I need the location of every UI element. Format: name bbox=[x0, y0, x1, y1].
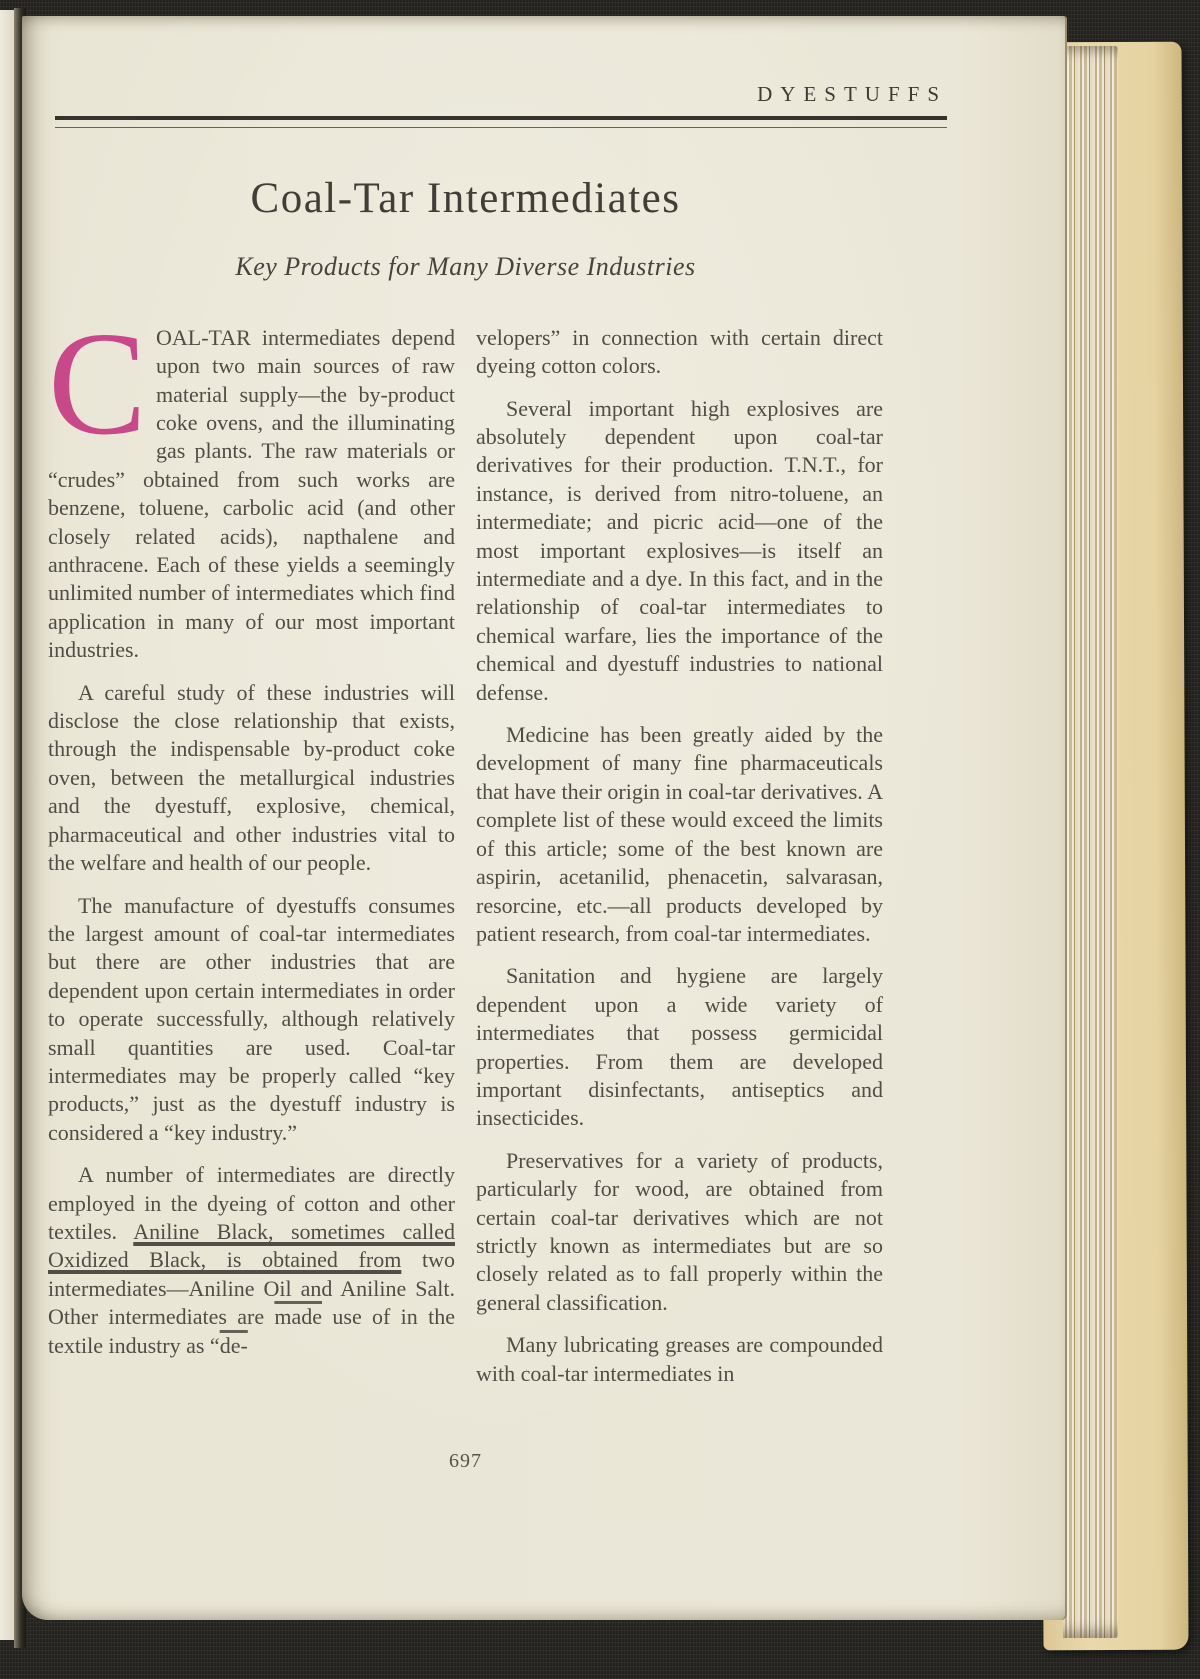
body-text: two intermediates—Aniline Oil and Aniline Salt. Other intermediates are bbox=[48, 1247, 455, 1330]
right-column bbox=[476, 324, 883, 1402]
pencil-annotated-text: de- bbox=[219, 1332, 248, 1358]
fore-edge-page-stack bbox=[1063, 46, 1118, 1638]
paragraph bbox=[476, 962, 883, 1132]
paragraph bbox=[476, 395, 883, 707]
body-text: Medicine has been greatly aided by the development of many fine pharmaceuticals that have their origin in coal-tar derivatives. A complete list of these would exceed the limits of this article; some of the best known are aspirin, acetanilid, phenacetin, salvarasan, resorcine, etc.—all products developed by patient research, from coal-tar intermediates. bbox=[476, 722, 883, 946]
paragraph bbox=[48, 1161, 455, 1360]
paragraph bbox=[476, 1147, 883, 1317]
paragraph bbox=[48, 892, 455, 1148]
text-columns bbox=[48, 301, 883, 1402]
body-text: Several important high explosives are absolutely dependent upon coal-tar derivatives for their production. T.N.T., for instance, is derived from nitro-toluene, an intermediate; and picric acid—one of the most important explosives—is itself an intermediate and a dye. In this fact, and in the relationship of coal-tar intermediates to chemical warfare, lies the importance of the chemical and dyestuff industries to national defense. bbox=[476, 395, 883, 705]
page-title: Coal-Tar Intermediates bbox=[250, 175, 681, 222]
body-text: Preservatives for a variety of products, particularly for wood, are obtained from certain coal-tar derivatives which are not strictly known as intermediates but are so closely related as to fall properly within the general classification. bbox=[476, 1147, 883, 1315]
paragraph bbox=[476, 324, 883, 381]
body-text: Many lubricating greases are compounded with coal-tar intermediates in bbox=[476, 1332, 883, 1386]
underlying-page-edge bbox=[0, 10, 14, 1640]
page-subtitle: Key Products for Many Diverse Industries bbox=[235, 251, 696, 281]
header-rule-thick bbox=[55, 116, 947, 120]
pencil-annotated-text: Aniline Black, sometimes called Oxidized Black, is obtained from bbox=[48, 1218, 455, 1273]
pencil-annotated-text: made bbox=[274, 1304, 323, 1330]
paragraph bbox=[48, 301, 455, 665]
body-text: Sanitation and hygiene are largely dependent upon a wide variety of intermediates that possess germicidal properties. From them are developed important disinfectants, antiseptics and insecticides. bbox=[476, 963, 883, 1131]
paragraph bbox=[48, 679, 455, 878]
running-head: DYESTUFFS bbox=[757, 82, 947, 106]
book-page bbox=[22, 16, 1065, 1620]
paragraph bbox=[476, 721, 883, 948]
left-column bbox=[48, 301, 455, 1402]
body-text: velopers” in connection with certain direct dyeing cotton colors. bbox=[476, 324, 883, 379]
body-text: OAL-TAR intermediates depend upon two main sources of raw material supply—the by-product coke ovens, and the illuminating gas plants. The raw materials or “crudes” obtained from such works are benzene, toluene, carbolic acid (and other closely related acids), napthalene and anthracene. Each of these yields a seemingly unlimited number of intermediates which find application in many of our most important industries. bbox=[48, 324, 455, 663]
body-text: A number of intermediates are directly employed in the dyeing of cotton and other textiles. bbox=[48, 1162, 455, 1244]
paragraph bbox=[476, 1331, 883, 1388]
body-text: The manufacture of dyestuffs consumes the largest amount of coal-tar intermediates but there are other industries that are dependent upon certain intermediates in order to operate successfully, although relatively small quantities are used. Coal-tar intermediates may be properly called “key products,” just as the dyestuff industry is considered a “key industry.” bbox=[48, 892, 455, 1145]
body-text: use of in the textile industry as “ bbox=[48, 1304, 455, 1358]
page-number: 697 bbox=[449, 1450, 482, 1473]
page-content bbox=[48, 174, 883, 1473]
drop-cap-initial: C bbox=[48, 301, 147, 466]
body-text: A careful study of these industries will disclose the close relationship that exists, through the indispensable by-product coke oven, between the metallurgical industries and the dyestuff, explosive, chemical, pharmaceutical and other industries vital to the welfare and health of our people. bbox=[48, 679, 455, 876]
header-rule-thin bbox=[55, 127, 947, 128]
